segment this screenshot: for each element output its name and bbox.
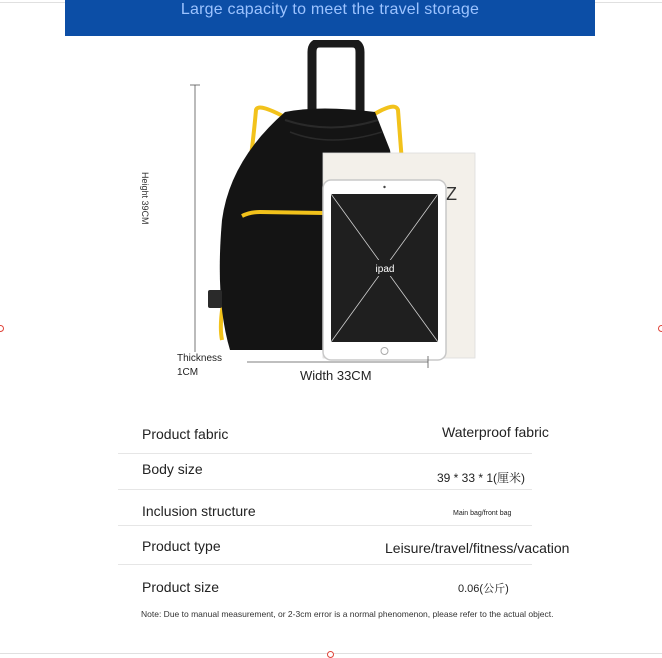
spec-value: Main bag/front bag: [453, 510, 512, 517]
side-strap: [208, 290, 222, 308]
spec-row-product-size: [118, 566, 532, 602]
spec-value: 0.06(公斤): [458, 583, 509, 595]
resize-handle-left[interactable]: [0, 325, 4, 332]
header-banner: [65, 0, 595, 36]
spec-label: Product type: [142, 538, 221, 554]
spec-value: Leisure/travel/fitness/vacation: [385, 540, 570, 556]
width-label: Width 33CM: [300, 368, 372, 383]
spec-value: Waterproof fabric: [442, 424, 549, 440]
thickness-label: Thickness 1CM: [177, 352, 247, 380]
spec-row-body-size: [118, 453, 532, 490]
ipad-label: ipad: [375, 264, 395, 275]
resize-handle-right[interactable]: [658, 325, 662, 332]
bag-handle: [312, 43, 360, 118]
product-illustration: [160, 40, 500, 390]
spec-label: Product size: [142, 579, 220, 595]
measurement-note: Note: Due to manual measurement, or 2-3cm error is a normal phenomenon, please refer to the actual object.: [141, 609, 554, 619]
banner-title: Large capacity to meet the travel storage: [180, 1, 480, 18]
spec-row-fabric: [118, 417, 549, 454]
book-letter: Z: [446, 184, 457, 204]
height-label: Height 39CM: [140, 172, 150, 225]
spec-label: Inclusion structure: [142, 503, 256, 519]
spec-label: Product fabric: [142, 426, 229, 442]
resize-handle-bottom[interactable]: [327, 651, 334, 658]
spec-label: Body size: [142, 461, 203, 477]
spec-value: 39 * 33 * 1(厘米): [437, 471, 526, 485]
spec-row-inclusion-structure: [118, 489, 532, 526]
spec-row-product-type: [118, 528, 570, 565]
